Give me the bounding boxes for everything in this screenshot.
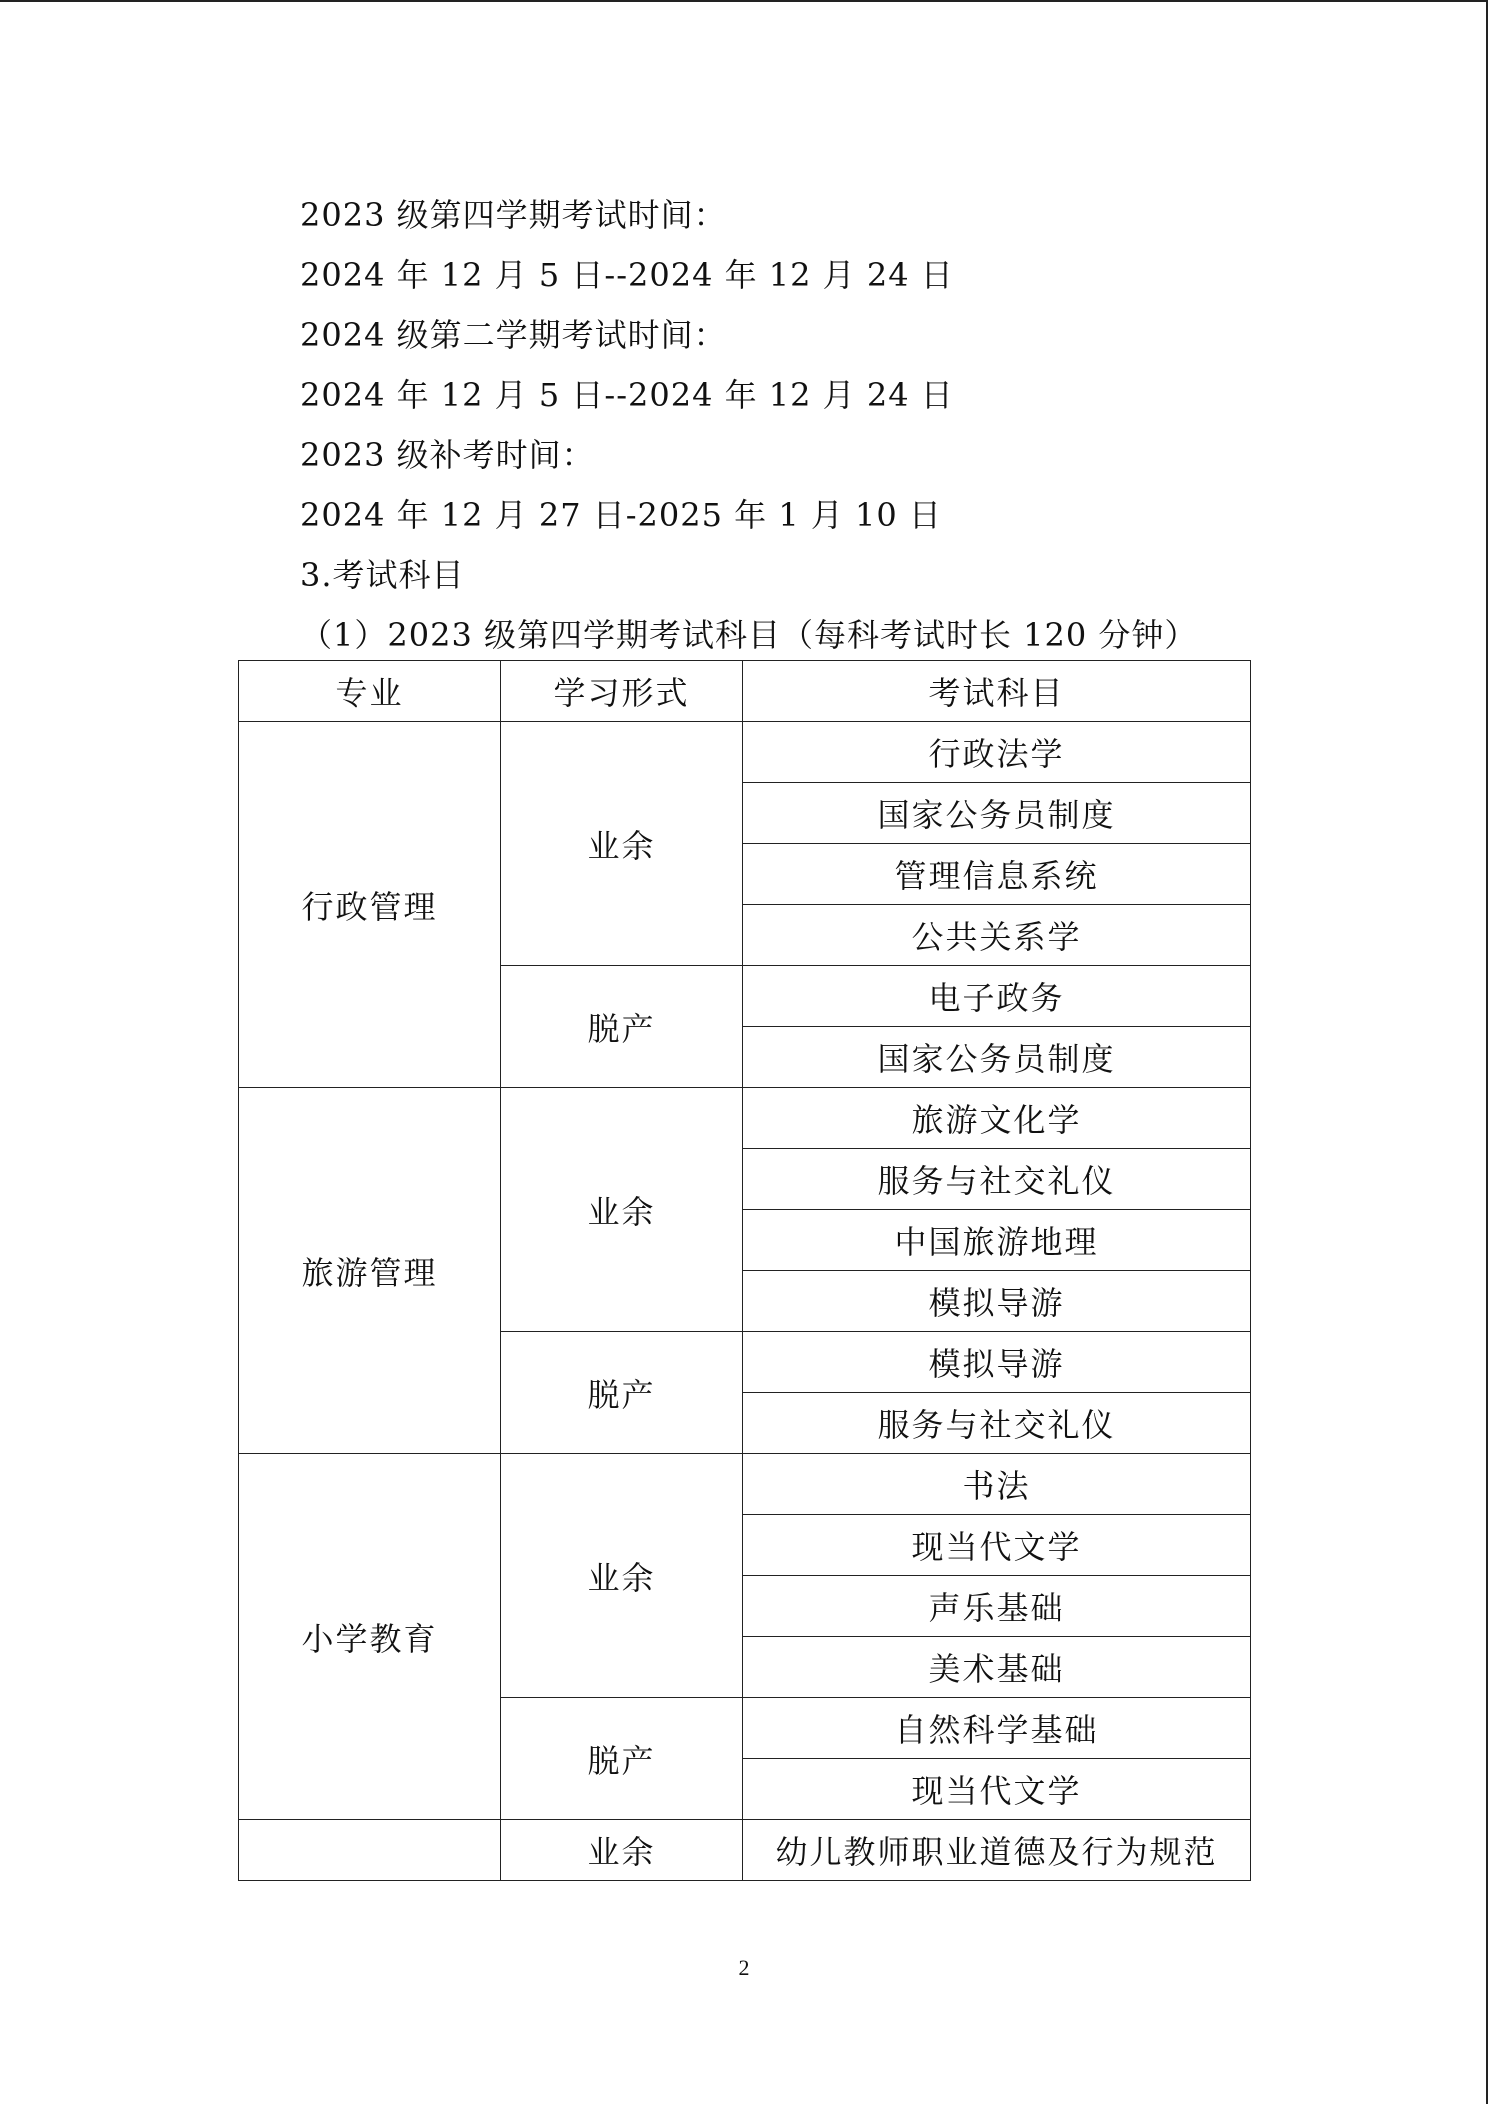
subject-cell: 书法 [743,1454,1251,1515]
exam-time-heading-2024-term2: 2024 级第二学期考试时间： [300,316,727,354]
subject-cell: 电子政务 [743,966,1251,1027]
major-cell [239,1820,501,1881]
table-header-row [239,661,1251,722]
subject-cell: 公共关系学 [743,905,1251,966]
subject-cell: 中国旅游地理 [743,1210,1251,1271]
subject-cell: 国家公务员制度 [743,1027,1251,1088]
subject-cell: 自然科学基础 [743,1698,1251,1759]
table-row [239,1454,1251,1515]
table-caption: （1）2023 级第四学期考试科目（每科考试时长 120 分钟） [300,616,1198,654]
subject-cell: 美术基础 [743,1637,1251,1698]
table-row [239,722,1251,783]
subject-cell: 管理信息系统 [743,844,1251,905]
subject-cell: 服务与社交礼仪 [743,1149,1251,1210]
study-form-cell: 业余 [501,1088,743,1332]
subject-cell: 行政法学 [743,722,1251,783]
section-heading-exam-subjects: 3.考试科目 [300,556,465,594]
subject-cell: 旅游文化学 [743,1088,1251,1149]
major-cell: 小学教育 [239,1454,501,1820]
header-major: 专业 [239,661,501,722]
study-form-cell: 脱产 [501,966,743,1088]
study-form-cell: 脱产 [501,1698,743,1820]
subject-cell: 模拟导游 [743,1332,1251,1393]
subject-cell: 现当代文学 [743,1515,1251,1576]
study-form-cell: 业余 [501,1820,743,1881]
header-study-form: 学习形式 [501,661,743,722]
subject-cell: 服务与社交礼仪 [743,1393,1251,1454]
page-number: 2 [738,1955,750,1980]
subject-cell: 声乐基础 [743,1576,1251,1637]
subject-cell: 模拟导游 [743,1271,1251,1332]
makeup-exam-heading: 2023 级补考时间： [300,436,595,474]
exam-time-range-2024-term2: 2024 年 12 月 5 日--2024 年 12 月 24 日 [300,376,954,414]
major-cell: 旅游管理 [239,1088,501,1454]
study-form-cell: 业余 [501,722,743,966]
subject-cell: 现当代文学 [743,1759,1251,1820]
exam-subjects-table [238,660,1251,1881]
exam-time-range-2023-term4: 2024 年 12 月 5 日--2024 年 12 月 24 日 [300,256,954,294]
header-exam-subject: 考试科目 [743,661,1251,722]
major-cell: 行政管理 [239,722,501,1088]
study-form-cell: 业余 [501,1454,743,1698]
table-row [239,1820,1251,1881]
exam-time-heading-2023-term4: 2023 级第四学期考试时间： [300,196,727,234]
makeup-exam-range: 2024 年 12 月 27 日-2025 年 1 月 10 日 [300,496,942,534]
subject-cell: 幼儿教师职业道德及行为规范 [743,1820,1251,1881]
subject-cell: 国家公务员制度 [743,783,1251,844]
table-row [239,1088,1251,1149]
study-form-cell: 脱产 [501,1332,743,1454]
